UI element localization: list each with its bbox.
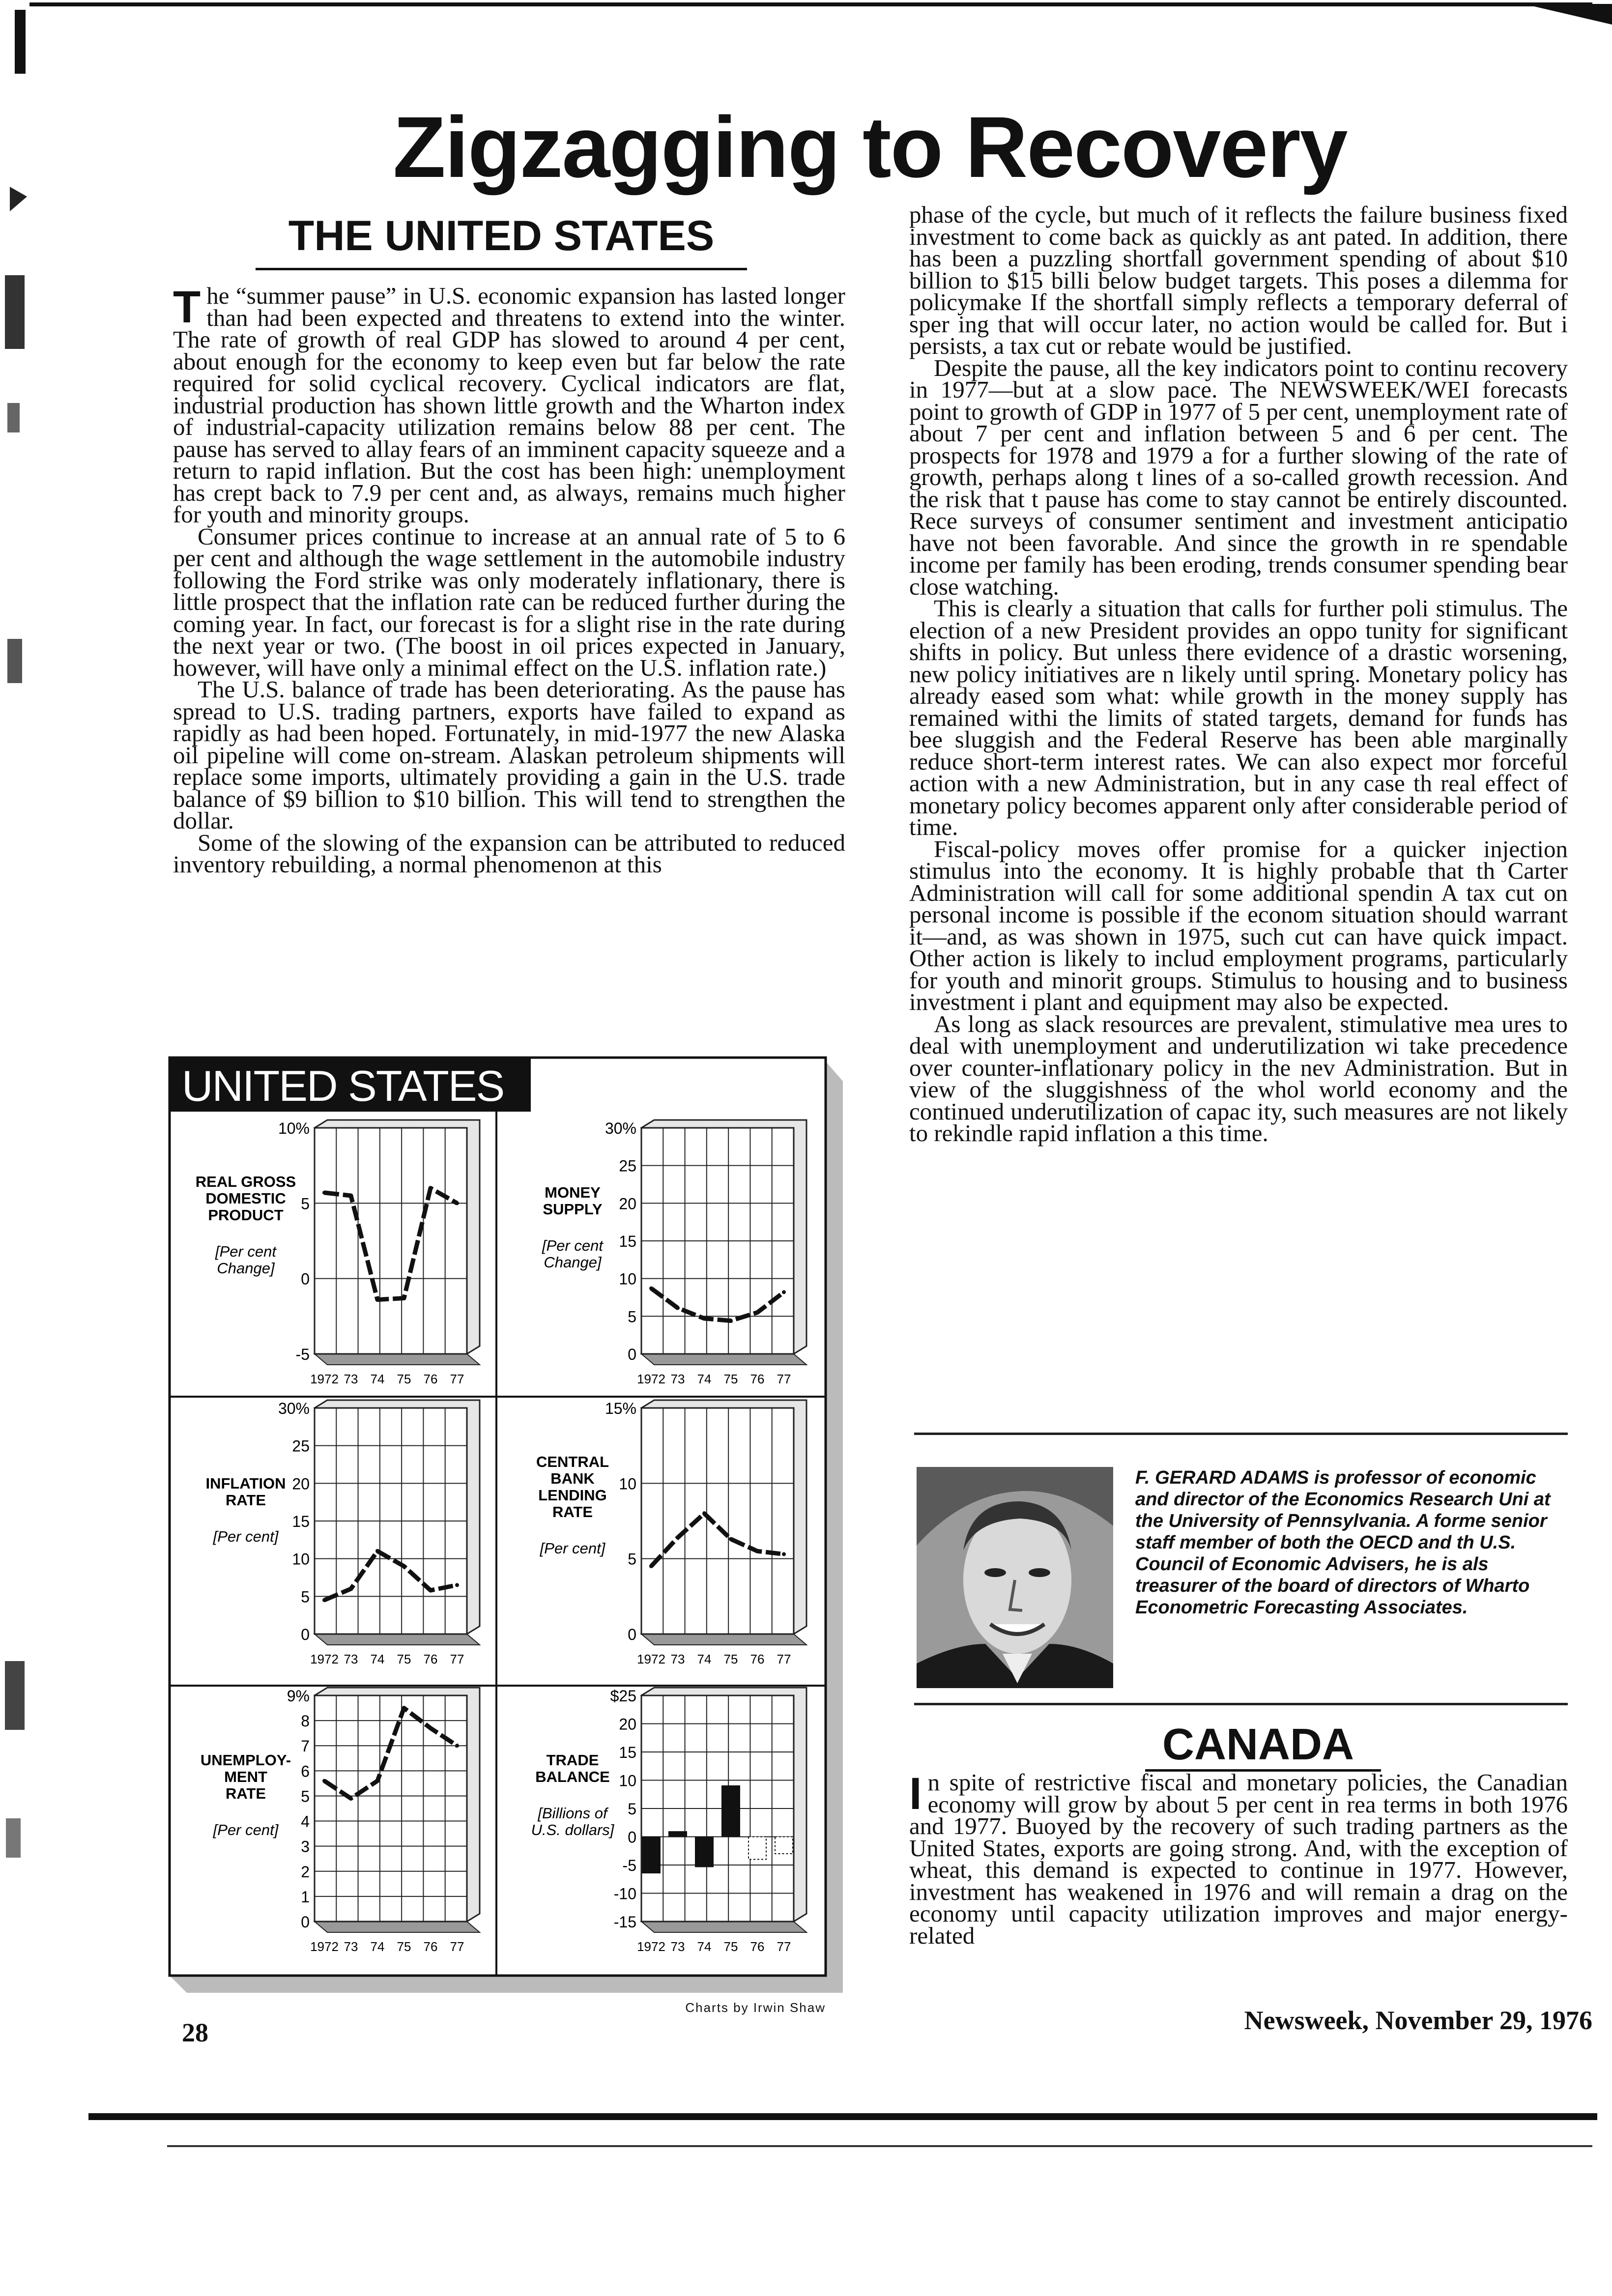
data-point bbox=[729, 1319, 733, 1323]
chart-label: LENDING bbox=[538, 1487, 607, 1504]
x-tick-label: 73 bbox=[344, 1652, 358, 1666]
data-point bbox=[349, 1797, 353, 1801]
x-tick-label: 73 bbox=[670, 1939, 685, 1954]
author-photo bbox=[917, 1467, 1113, 1688]
data-point bbox=[782, 1552, 786, 1556]
data-point bbox=[702, 1317, 706, 1320]
chart-unit: Change] bbox=[544, 1254, 602, 1271]
section-heading-canada: CANADA bbox=[1162, 1720, 1354, 1769]
tick-label: 5 bbox=[628, 1308, 636, 1326]
plot-floor-shade bbox=[315, 1354, 480, 1365]
tick-label: 15 bbox=[292, 1513, 310, 1530]
x-tick-label: 74 bbox=[370, 1372, 385, 1386]
x-tick-label: 74 bbox=[370, 1652, 385, 1666]
tick-label: 10 bbox=[619, 1475, 636, 1493]
tick-label: 0 bbox=[628, 1626, 636, 1643]
paragraph: Despite the pause, all the key indicators point to continu recovery in 1977—but at a slow pace. The NEWSWEEK/WEI forecasts point to growth of GDP in 1977 of 5 per cent, unemployment rate of about 7 per cent and inflation between 5 and 6 per cent. The prospects for 1978 and 1979 a for a further slowing of the rate of growth, perhaps along t lines of a so-called growth recession. And the risk that t pause has come to stay cannot be entirely discounted. Rece surveys of consumer sentiment and investment anticipatio have not been favorable. And since the growth in re spendable income per family has been eroding, trends consumer spending bear close watching. bbox=[909, 354, 1568, 600]
chart-label: BANK bbox=[550, 1470, 595, 1487]
chart-unit: [Per cent] bbox=[213, 1528, 279, 1545]
tick-label: -15 bbox=[613, 1913, 636, 1931]
data-point bbox=[429, 1726, 432, 1730]
drop-cap: I bbox=[909, 1772, 922, 1819]
x-tick-label: 1972 bbox=[310, 1372, 339, 1386]
data-point bbox=[322, 1598, 326, 1602]
x-tick-label: 74 bbox=[697, 1372, 712, 1386]
chart-label: REAL GROSS bbox=[195, 1173, 296, 1190]
data-bar bbox=[722, 1786, 740, 1837]
x-tick-label: 75 bbox=[723, 1939, 738, 1954]
heading-rule bbox=[256, 268, 747, 270]
data-point bbox=[676, 1536, 680, 1540]
drop-cap: T bbox=[173, 285, 201, 332]
tick-label: 3 bbox=[301, 1837, 310, 1856]
data-point bbox=[402, 1564, 406, 1568]
data-point bbox=[402, 1296, 406, 1300]
x-tick-label: 74 bbox=[697, 1652, 712, 1666]
tick-label: 20 bbox=[619, 1715, 636, 1733]
data-point bbox=[755, 1311, 759, 1315]
data-point bbox=[375, 1779, 379, 1783]
data-bar bbox=[775, 1837, 793, 1854]
data-point bbox=[429, 1186, 432, 1190]
chart-label: PRODUCT bbox=[208, 1206, 284, 1224]
chart-unit: Change] bbox=[217, 1260, 275, 1277]
chart-unit: [Per cent bbox=[215, 1243, 277, 1260]
tick-label: $25 bbox=[610, 1687, 636, 1705]
chart-unit: [Per cent] bbox=[540, 1540, 605, 1557]
paragraph: As long as slack resources are prevalent, stimulative mea ures to deal with unemployment and underutilization wi take precedence over counter-inflationary policy in the nev Administration. But in view of the sluggishness of the whol world economy and the continued underutilization of capac ity, such measures are not likely to rekindle rapid inflation a this time. bbox=[909, 1010, 1568, 1147]
chart-label: UNEMPLOY- bbox=[200, 1751, 291, 1769]
divider-rule bbox=[914, 1433, 1568, 1435]
tick-label: 8 bbox=[301, 1712, 310, 1730]
tick-label: 0 bbox=[301, 1626, 310, 1643]
paragraph: In spite of restrictive fiscal and monetary policies, the Canadian economy will grow by about 5 per cent in rea terms in both 1976 and 1977. Buoyed by the recovery of such trading partners as the United States, exports are going strong. And, with the exception of wheat, this demand is expected to continue in 1977. However, investment has weakened in 1976 and will remain a drag on the economy until capacity utilization improves and major energy-related bbox=[909, 1772, 1568, 1949]
x-tick-label: 1972 bbox=[637, 1652, 665, 1666]
plot-area bbox=[641, 1408, 794, 1634]
paragraph: Some of the slowing of the expansion can be attributed to reduced inventory rebuilding, a normal phenomenon at this bbox=[173, 829, 845, 878]
plot-floor-shade bbox=[641, 1922, 806, 1932]
plot-floor-shade bbox=[315, 1634, 480, 1645]
data-point bbox=[429, 1588, 432, 1592]
plot-area bbox=[315, 1695, 467, 1922]
x-tick-label: 1972 bbox=[637, 1939, 665, 1954]
corner-mark bbox=[1524, 0, 1612, 29]
tick-label: 10 bbox=[292, 1550, 310, 1568]
x-tick-label: 73 bbox=[344, 1372, 358, 1386]
chart-label: RATE bbox=[552, 1503, 593, 1521]
tick-label: 5 bbox=[628, 1550, 636, 1568]
headline: Zigzagging to Recovery bbox=[393, 99, 1347, 196]
chart-unit: [Per cent bbox=[542, 1237, 604, 1254]
tick-label: 30% bbox=[278, 1400, 310, 1417]
x-tick-label: 75 bbox=[723, 1372, 738, 1386]
tick-label: 0 bbox=[301, 1913, 310, 1931]
divider-rule bbox=[914, 1703, 1568, 1705]
tick-label: 4 bbox=[301, 1812, 310, 1831]
publication-footer: Newsweek, November 29, 1976 bbox=[1244, 2006, 1592, 2035]
data-point bbox=[402, 1706, 406, 1710]
paragraph: phase of the cycle, but much of it reflects the failure business fixed investment to come back as quickly as ant pated. In addition, there has been a puzzling shortfall government spending of about $10 billion to $15 billi below budget targets. This poses a dilemma for policymake If the shortfall simply reflects a temporary deferral of sper ing that will occur later, no action would be called for. But i persists, a tax cut or rebate would be justified. bbox=[909, 204, 1568, 359]
x-tick-label: 1972 bbox=[310, 1652, 339, 1666]
data-point bbox=[375, 1298, 379, 1302]
tick-label: 0 bbox=[628, 1346, 636, 1363]
tick-label: 6 bbox=[301, 1762, 310, 1780]
tick-label: 10 bbox=[619, 1772, 636, 1790]
x-tick-label: 77 bbox=[450, 1372, 464, 1386]
chart-label: MENT bbox=[224, 1768, 267, 1785]
data-point bbox=[649, 1564, 653, 1568]
author-bio: F. GERARD ADAMS is professor of economic and director of the Economics Research Uni at the University of Pennsylvania. A forme senior staff member of both the OECD and th U.S. Council of Economic Advisers, he is als treasurer of the board of directors of Wharto Econometric Forecasting Associates. bbox=[1135, 1467, 1551, 1618]
data-point bbox=[676, 1306, 680, 1310]
chart-unit: [Billions of bbox=[538, 1805, 607, 1822]
article-column-1 bbox=[173, 285, 845, 1022]
x-tick-label: 76 bbox=[423, 1939, 438, 1954]
x-tick-label: 74 bbox=[697, 1939, 712, 1954]
x-tick-label: 76 bbox=[750, 1372, 765, 1386]
x-tick-label: 75 bbox=[723, 1652, 738, 1666]
economic-charts-panel bbox=[167, 1052, 855, 1995]
plot-floor-shade bbox=[641, 1354, 806, 1365]
x-tick-label: 1972 bbox=[310, 1939, 339, 1954]
data-point bbox=[375, 1549, 379, 1553]
tick-label: 15% bbox=[604, 1400, 636, 1417]
x-tick-label: 1972 bbox=[637, 1372, 665, 1386]
data-bar bbox=[642, 1837, 660, 1873]
chart-label: SUPPLY bbox=[543, 1201, 603, 1218]
tick-label: -5 bbox=[622, 1857, 636, 1874]
x-tick-label: 75 bbox=[397, 1372, 411, 1386]
tick-label: 10% bbox=[278, 1119, 310, 1137]
tick-label: 2 bbox=[301, 1863, 310, 1881]
plot-area bbox=[315, 1128, 467, 1354]
data-point bbox=[455, 1201, 459, 1205]
bottom-thin-rule bbox=[167, 2145, 1592, 2147]
section-heading-us: THE UNITED STATES bbox=[288, 212, 715, 259]
tick-label: 7 bbox=[301, 1737, 310, 1755]
tick-label: 9% bbox=[287, 1687, 310, 1705]
data-point bbox=[349, 1194, 353, 1198]
tick-label: 5 bbox=[301, 1588, 310, 1606]
data-point bbox=[455, 1744, 459, 1748]
chart-credit: Charts by Irwin Shaw bbox=[685, 2000, 826, 2015]
paragraph: The U.S. balance of trade has been deteriorating. As the pause has spread to U.S. trading partners, exports have failed to expand as rapidly as had been hoped. Fortunately, in mid-1977 the new Alaska oil pipeline will come on-stream. Alaskan petroleum shipments will replace some imports, ultimately providing a gain in the U.S. trade balance of $9 billion to $10 billion. This will tend to strengthen the dollar. bbox=[173, 676, 845, 834]
x-tick-label: 73 bbox=[344, 1939, 358, 1954]
scan-edge-marks bbox=[0, 147, 39, 1867]
data-bar bbox=[695, 1837, 713, 1867]
chart-unit: [Per cent] bbox=[213, 1821, 279, 1838]
x-tick-label: 76 bbox=[423, 1652, 438, 1666]
paragraph: This is clearly a situation that calls for further poli stimulus. The election of a new President provides an oppo tunity for significant shifts in policy. But unless there evidence of a drastic worsening, new policy initiatives are n likely until spring. Monetary policy has already eased som what: while growth in the money supply has remained withi the limits of stated targets, demand for funds has bee sluggish and the Federal Reserve has been able marginally reduce short-term interest rates. We can also expect mor forceful action with a new Administration, but in any case th real effect of monetary policy becomes apparent only after considerable period of time. bbox=[909, 595, 1568, 840]
tick-label: 1 bbox=[301, 1888, 310, 1906]
tick-label: 20 bbox=[292, 1475, 310, 1493]
x-tick-label: 77 bbox=[777, 1652, 791, 1666]
tick-label: 0 bbox=[301, 1270, 310, 1288]
chart-label: INFLATION bbox=[205, 1475, 286, 1492]
tick-label: 25 bbox=[619, 1157, 636, 1175]
left-edge-mark bbox=[15, 10, 26, 74]
x-tick-label: 77 bbox=[777, 1939, 791, 1954]
tick-label: 0 bbox=[628, 1828, 636, 1846]
chart-label: BALANCE bbox=[535, 1768, 610, 1785]
data-point bbox=[729, 1537, 733, 1541]
data-point bbox=[702, 1512, 706, 1516]
data-point bbox=[322, 1779, 326, 1783]
data-bar bbox=[669, 1832, 687, 1837]
bottom-rule bbox=[88, 2113, 1597, 2120]
top-border-rule bbox=[29, 2, 1592, 6]
data-point bbox=[649, 1287, 653, 1291]
tick-label: 30% bbox=[604, 1119, 636, 1137]
x-tick-label: 76 bbox=[750, 1939, 765, 1954]
tick-label: -10 bbox=[613, 1885, 636, 1903]
data-bar bbox=[748, 1837, 766, 1860]
data-point bbox=[455, 1583, 459, 1587]
chart-label: DOMESTIC bbox=[205, 1190, 286, 1207]
x-tick-label: 77 bbox=[450, 1939, 464, 1954]
paragraph: Fiscal-policy moves offer promise for a quicker injection stimulus into the economy. It is highly probable that th Carter Administration will call for some additional spendin A tax cut on personal income is possible if the econom situation should warrant it—and, as was shown in 1975, such cut can have quick impact. Other action is likely to includ employment programs, particularly for youth and minorit groups. Stimulus to housing and to business investment i plant and equipment may also be expected. bbox=[909, 835, 1568, 1015]
x-tick-label: 74 bbox=[370, 1939, 385, 1954]
chart-label: RATE bbox=[225, 1492, 266, 1509]
tick-label: 15 bbox=[619, 1744, 636, 1761]
paragraph: The “summer pause” in U.S. economic expansion has lasted longer than had been expected and threatens to extend into the winter. The rate of growth of real GDP has slowed to around 4 per cent, about enough for the economy to keep even but far below the rate required for solid cyclical recovery. Cyclical indicators are flat, industrial production has shown little growth and the Wharton index of industrial-capacity utilization remains below 88 per cent. The pause has served to allay fears of an imminent capacity squeeze and a return to rapid inflation. But the cost has been high: unemployment has crept back to 7.9 per cent and, as always, remains much higher for youth and minority groups. bbox=[173, 285, 845, 528]
panel-title: UNITED STATES bbox=[182, 1062, 504, 1110]
chart-label: CENTRAL bbox=[536, 1453, 609, 1470]
chart-label: TRADE bbox=[546, 1751, 599, 1769]
x-tick-label: 76 bbox=[750, 1652, 765, 1666]
canada-article bbox=[909, 1772, 1568, 1963]
plot-floor-shade bbox=[315, 1922, 480, 1932]
x-tick-label: 75 bbox=[397, 1652, 411, 1666]
tick-label: 20 bbox=[619, 1195, 636, 1213]
x-tick-label: 73 bbox=[670, 1372, 685, 1386]
data-point bbox=[322, 1191, 326, 1195]
tick-label: 25 bbox=[292, 1437, 310, 1455]
x-tick-label: 77 bbox=[777, 1372, 791, 1386]
x-tick-label: 75 bbox=[397, 1939, 411, 1954]
tick-label: -5 bbox=[295, 1346, 310, 1363]
tick-label: 15 bbox=[619, 1233, 636, 1250]
chart-label: RATE bbox=[225, 1785, 266, 1802]
plot-floor-shade bbox=[641, 1634, 806, 1645]
paragraph: Consumer prices continue to increase at an annual rate of 5 to 6 per cent and although the wage settlement in the automobile industry following the Ford strike was only moderately inflationary, there is little prospect that the inflation rate can be reduced further during the coming year. In fact, our forecast is for a slight rise in the rate during the next year or two. (The boost in oil prices expected in January, however, will have only a minimal effect on the U.S. inflation rate.) bbox=[173, 522, 845, 681]
chart-unit: U.S. dollars] bbox=[531, 1821, 614, 1838]
data-point bbox=[755, 1549, 759, 1553]
x-tick-label: 73 bbox=[670, 1652, 685, 1666]
tick-label: 10 bbox=[619, 1270, 636, 1288]
tick-label: 5 bbox=[628, 1800, 636, 1818]
page-number: 28 bbox=[182, 2018, 208, 2047]
tick-label: 5 bbox=[301, 1787, 310, 1806]
chart-label: MONEY bbox=[545, 1184, 601, 1201]
data-point bbox=[782, 1290, 786, 1294]
article-column-2 bbox=[909, 204, 1568, 1423]
x-tick-label: 77 bbox=[450, 1652, 464, 1666]
data-point bbox=[349, 1587, 353, 1591]
x-tick-label: 76 bbox=[423, 1372, 438, 1386]
tick-label: 5 bbox=[301, 1195, 310, 1213]
